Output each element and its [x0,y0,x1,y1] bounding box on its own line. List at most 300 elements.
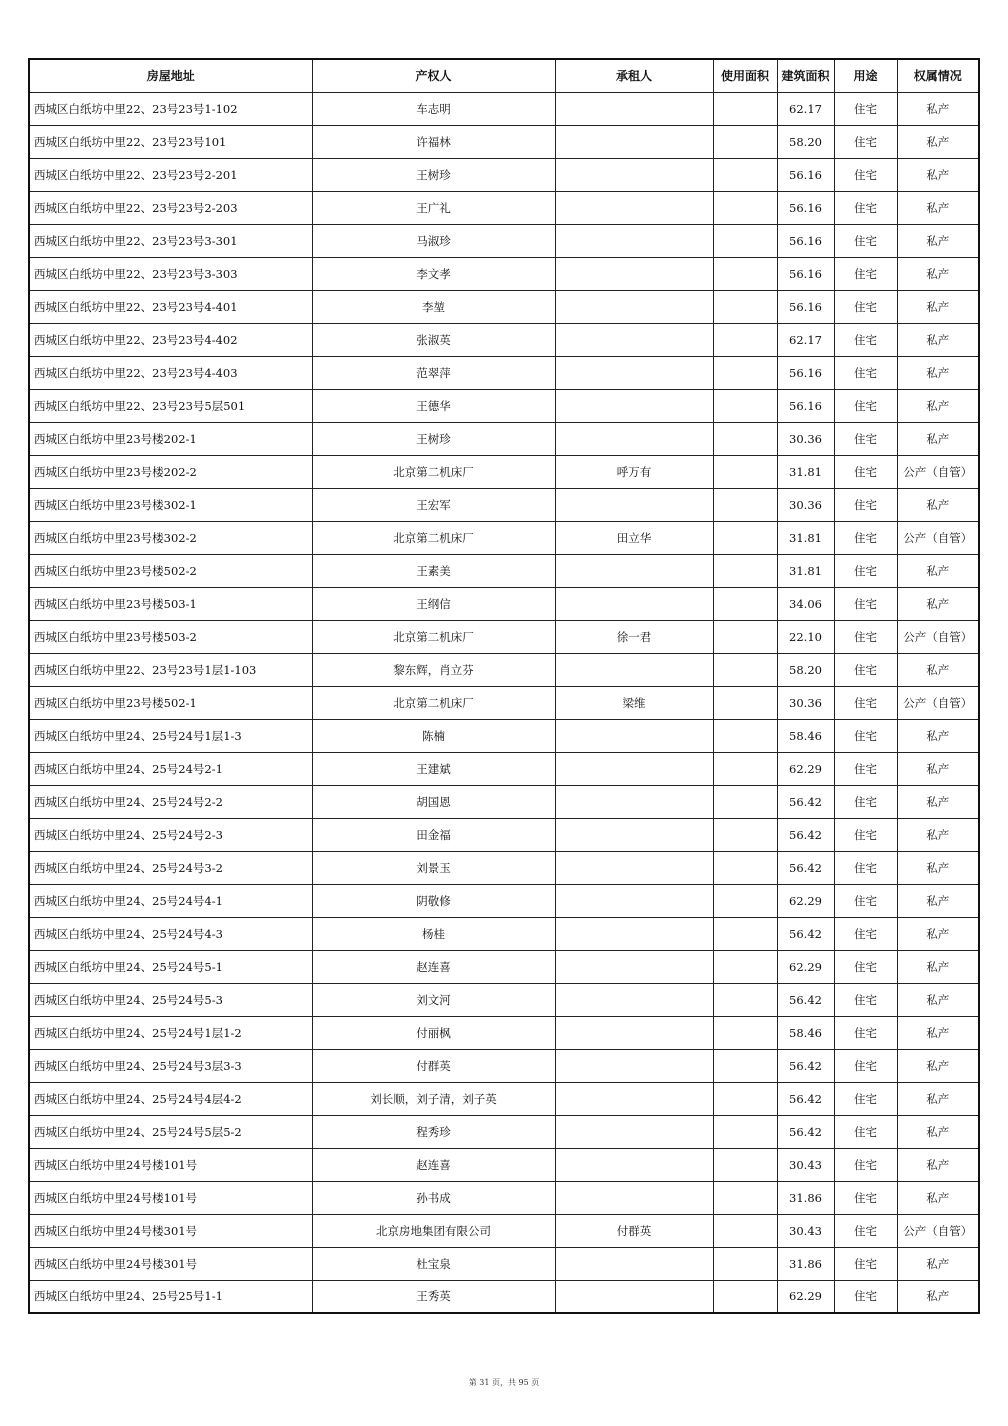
cell-usage: 住宅 [834,323,897,356]
cell-address: 西城区白纸坊中里22、23号23号1层1-103 [29,653,312,686]
cell-ownership: 私产 [897,125,979,158]
cell-ownership: 私产 [897,917,979,950]
cell-usage: 住宅 [834,1181,897,1214]
table-row [29,488,979,521]
cell-ownership: 私产 [897,422,979,455]
cell-address: 西城区白纸坊中里23号楼503-1 [29,587,312,620]
cell-usage: 住宅 [834,1016,897,1049]
cell-owner: 刘文河 [312,983,555,1016]
cell-address: 西城区白纸坊中里24、25号24号1层1-2 [29,1016,312,1049]
cell-address: 西城区白纸坊中里24、25号24号3-2 [29,851,312,884]
cell-building-area: 31.81 [777,554,834,587]
cell-ownership: 私产 [897,719,979,752]
cell-address: 西城区白纸坊中里23号楼202-2 [29,455,312,488]
table-row [29,587,979,620]
cell-usage: 住宅 [834,719,897,752]
cell-address: 西城区白纸坊中里22、23号23号3-303 [29,257,312,290]
cell-tenant: 梁维 [555,686,713,719]
cell-ownership: 私产 [897,1280,979,1313]
cell-ownership: 私产 [897,1181,979,1214]
table-row [29,851,979,884]
cell-usable-area [713,125,777,158]
cell-owner: 胡国恩 [312,785,555,818]
table-row [29,653,979,686]
cell-usage: 住宅 [834,356,897,389]
cell-usable-area [713,752,777,785]
cell-ownership: 私产 [897,1016,979,1049]
cell-usable-area [713,950,777,983]
table-row [29,191,979,224]
table-row [29,257,979,290]
cell-owner: 田金福 [312,818,555,851]
cell-ownership: 私产 [897,587,979,620]
cell-tenant [555,1148,713,1181]
cell-tenant [555,158,713,191]
cell-ownership: 公产（自管） [897,455,979,488]
cell-ownership: 私产 [897,1148,979,1181]
table-row [29,752,979,785]
cell-owner: 赵连喜 [312,1148,555,1181]
header-usable-area: 使用面积 [713,59,777,92]
cell-building-area: 62.17 [777,92,834,125]
table-row [29,554,979,587]
cell-usable-area [713,1115,777,1148]
cell-building-area: 31.81 [777,455,834,488]
cell-building-area: 56.16 [777,389,834,422]
cell-ownership: 私产 [897,323,979,356]
cell-usable-area [713,389,777,422]
cell-usable-area [713,158,777,191]
cell-tenant [555,917,713,950]
cell-usage: 住宅 [834,1115,897,1148]
cell-owner: 杜宝泉 [312,1247,555,1280]
cell-ownership: 私产 [897,752,979,785]
cell-address: 西城区白纸坊中里24、25号24号4-1 [29,884,312,917]
cell-tenant [555,851,713,884]
cell-address: 西城区白纸坊中里23号楼202-1 [29,422,312,455]
cell-usage: 住宅 [834,950,897,983]
table-row [29,389,979,422]
cell-address: 西城区白纸坊中里22、23号23号4-401 [29,290,312,323]
cell-building-area: 56.16 [777,257,834,290]
cell-owner: 付群英 [312,1049,555,1082]
cell-usage: 住宅 [834,1247,897,1280]
cell-usable-area [713,1247,777,1280]
cell-owner: 北京第二机床厂 [312,455,555,488]
cell-address: 西城区白纸坊中里22、23号23号3-301 [29,224,312,257]
cell-usage: 住宅 [834,224,897,257]
cell-tenant [555,587,713,620]
cell-usage: 住宅 [834,290,897,323]
table-row [29,1082,979,1115]
cell-building-area: 56.42 [777,851,834,884]
cell-building-area: 58.20 [777,125,834,158]
cell-usable-area [713,554,777,587]
cell-usage: 住宅 [834,1049,897,1082]
cell-ownership: 私产 [897,257,979,290]
cell-ownership: 私产 [897,1082,979,1115]
cell-ownership: 私产 [897,290,979,323]
cell-usage: 住宅 [834,422,897,455]
table-row [29,917,979,950]
cell-ownership: 私产 [897,92,979,125]
cell-ownership: 公产（自管） [897,1214,979,1247]
cell-building-area: 62.29 [777,1280,834,1313]
table-row [29,950,979,983]
cell-usable-area [713,1148,777,1181]
cell-tenant [555,356,713,389]
cell-tenant [555,323,713,356]
cell-owner: 王树珍 [312,422,555,455]
cell-address: 西城区白纸坊中里24、25号24号5-1 [29,950,312,983]
cell-owner: 赵连喜 [312,950,555,983]
cell-building-area: 62.29 [777,950,834,983]
cell-building-area: 58.46 [777,719,834,752]
cell-building-area: 30.43 [777,1214,834,1247]
cell-ownership: 公产（自管） [897,620,979,653]
cell-tenant [555,1247,713,1280]
header-usage: 用途 [834,59,897,92]
cell-ownership: 私产 [897,1049,979,1082]
cell-tenant [555,290,713,323]
cell-ownership: 私产 [897,785,979,818]
table-row [29,323,979,356]
cell-usable-area [713,1082,777,1115]
cell-usage: 住宅 [834,884,897,917]
cell-building-area: 58.46 [777,1016,834,1049]
table-row [29,1016,979,1049]
cell-usable-area [713,224,777,257]
cell-address: 西城区白纸坊中里22、23号23号4-402 [29,323,312,356]
cell-tenant [555,1049,713,1082]
cell-tenant [555,224,713,257]
cell-usage: 住宅 [834,851,897,884]
cell-ownership: 私产 [897,851,979,884]
table-row [29,1049,979,1082]
cell-owner: 马淑珍 [312,224,555,257]
table-row [29,1280,979,1313]
cell-usable-area [713,818,777,851]
cell-usable-area [713,257,777,290]
cell-tenant [555,389,713,422]
cell-ownership: 私产 [897,1247,979,1280]
cell-building-area: 31.86 [777,1181,834,1214]
cell-usage: 住宅 [834,1148,897,1181]
cell-usage: 住宅 [834,521,897,554]
cell-owner: 王树珍 [312,158,555,191]
cell-building-area: 62.29 [777,752,834,785]
cell-usable-area [713,1049,777,1082]
cell-usable-area [713,719,777,752]
cell-owner: 许福林 [312,125,555,158]
cell-address: 西城区白纸坊中里24号楼101号 [29,1148,312,1181]
cell-owner: 王建斌 [312,752,555,785]
table-row [29,1115,979,1148]
cell-building-area: 34.06 [777,587,834,620]
cell-tenant [555,1181,713,1214]
cell-tenant [555,653,713,686]
table-row [29,158,979,191]
cell-tenant [555,884,713,917]
cell-usage: 住宅 [834,983,897,1016]
cell-address: 西城区白纸坊中里24、25号24号3层3-3 [29,1049,312,1082]
cell-ownership: 私产 [897,158,979,191]
cell-owner: 北京房地集团有限公司 [312,1214,555,1247]
cell-building-area: 31.86 [777,1247,834,1280]
cell-owner: 王德华 [312,389,555,422]
page-footer: 第 31 页，共 95 页 [468,1378,540,1387]
table-row [29,818,979,851]
cell-address: 西城区白纸坊中里24、25号24号2-1 [29,752,312,785]
cell-building-area: 56.42 [777,1115,834,1148]
cell-building-area: 30.36 [777,422,834,455]
cell-usage: 住宅 [834,1280,897,1313]
cell-building-area: 30.43 [777,1148,834,1181]
cell-building-area: 62.17 [777,323,834,356]
cell-ownership: 私产 [897,653,979,686]
cell-usage: 住宅 [834,191,897,224]
cell-building-area: 56.16 [777,191,834,224]
cell-ownership: 私产 [897,389,979,422]
cell-usage: 住宅 [834,653,897,686]
cell-ownership: 私产 [897,983,979,1016]
cell-building-area: 56.42 [777,917,834,950]
cell-owner: 范翠萍 [312,356,555,389]
cell-owner: 杨桂 [312,917,555,950]
cell-address: 西城区白纸坊中里22、23号23号4-403 [29,356,312,389]
cell-owner: 阴敬修 [312,884,555,917]
cell-building-area: 56.42 [777,785,834,818]
cell-usable-area [713,851,777,884]
table-row [29,290,979,323]
cell-owner: 王素美 [312,554,555,587]
cell-ownership: 私产 [897,884,979,917]
cell-tenant [555,422,713,455]
cell-building-area: 62.29 [777,884,834,917]
table-row [29,719,979,752]
cell-owner: 北京第二机床厂 [312,521,555,554]
cell-tenant: 呼万有 [555,455,713,488]
cell-tenant [555,719,713,752]
header-address: 房屋地址 [29,59,312,92]
cell-usable-area [713,1280,777,1313]
cell-address: 西城区白纸坊中里23号楼302-1 [29,488,312,521]
cell-tenant [555,92,713,125]
cell-building-area: 56.42 [777,1082,834,1115]
table-row [29,224,979,257]
cell-address: 西城区白纸坊中里24、25号25号1-1 [29,1280,312,1313]
cell-ownership: 私产 [897,488,979,521]
cell-usage: 住宅 [834,92,897,125]
table-row [29,620,979,653]
cell-owner: 陈楠 [312,719,555,752]
cell-usable-area [713,356,777,389]
table-row [29,1181,979,1214]
cell-usable-area [713,983,777,1016]
header-building-area: 建筑面积 [777,59,834,92]
cell-usable-area [713,191,777,224]
cell-tenant [555,488,713,521]
cell-ownership: 公产（自管） [897,686,979,719]
cell-owner: 孙书成 [312,1181,555,1214]
cell-usage: 住宅 [834,620,897,653]
cell-address: 西城区白纸坊中里22、23号23号5层501 [29,389,312,422]
cell-building-area: 22.10 [777,620,834,653]
cell-owner: 付丽枫 [312,1016,555,1049]
table-row [29,125,979,158]
table-row [29,686,979,719]
cell-address: 西城区白纸坊中里24号楼301号 [29,1247,312,1280]
cell-tenant [555,125,713,158]
cell-address: 西城区白纸坊中里23号楼502-1 [29,686,312,719]
cell-address: 西城区白纸坊中里22、23号23号2-203 [29,191,312,224]
cell-tenant [555,1115,713,1148]
cell-ownership: 私产 [897,950,979,983]
header-ownership: 权属情况 [897,59,979,92]
cell-building-area: 56.16 [777,158,834,191]
cell-usable-area [713,785,777,818]
table-row [29,1148,979,1181]
cell-building-area: 31.81 [777,521,834,554]
cell-ownership: 公产（自管） [897,521,979,554]
table-row [29,422,979,455]
cell-owner: 李堃 [312,290,555,323]
cell-address: 西城区白纸坊中里24、25号24号2-2 [29,785,312,818]
cell-tenant: 田立华 [555,521,713,554]
cell-usage: 住宅 [834,818,897,851]
cell-usable-area [713,653,777,686]
cell-usage: 住宅 [834,554,897,587]
cell-building-area: 56.16 [777,290,834,323]
cell-ownership: 私产 [897,1115,979,1148]
table-row [29,356,979,389]
cell-building-area: 56.16 [777,224,834,257]
cell-owner: 王宏军 [312,488,555,521]
cell-address: 西城区白纸坊中里22、23号23号1-102 [29,92,312,125]
table-row [29,521,979,554]
cell-usage: 住宅 [834,1082,897,1115]
cell-usable-area [713,422,777,455]
cell-building-area: 56.16 [777,356,834,389]
cell-ownership: 私产 [897,818,979,851]
cell-address: 西城区白纸坊中里24、25号24号2-3 [29,818,312,851]
cell-address: 西城区白纸坊中里24、25号24号4层4-2 [29,1082,312,1115]
cell-usage: 住宅 [834,1214,897,1247]
cell-owner: 李文孝 [312,257,555,290]
cell-usable-area [713,1016,777,1049]
cell-owner: 王广礼 [312,191,555,224]
cell-usable-area [713,323,777,356]
cell-owner: 程秀珍 [312,1115,555,1148]
property-table [28,58,980,1314]
cell-address: 西城区白纸坊中里24、25号24号1层1-3 [29,719,312,752]
cell-ownership: 私产 [897,356,979,389]
cell-usage: 住宅 [834,488,897,521]
cell-tenant [555,1280,713,1313]
cell-tenant: 徐一君 [555,620,713,653]
cell-usable-area [713,488,777,521]
cell-tenant [555,1082,713,1115]
cell-tenant [555,1016,713,1049]
cell-building-area: 30.36 [777,488,834,521]
cell-owner: 王秀英 [312,1280,555,1313]
cell-usage: 住宅 [834,125,897,158]
table-row [29,884,979,917]
cell-usable-area [713,455,777,488]
cell-building-area: 56.42 [777,1049,834,1082]
cell-usage: 住宅 [834,686,897,719]
cell-address: 西城区白纸坊中里23号楼302-2 [29,521,312,554]
cell-tenant [555,950,713,983]
cell-owner: 刘景玉 [312,851,555,884]
cell-address: 西城区白纸坊中里24、25号24号4-3 [29,917,312,950]
cell-usable-area [713,884,777,917]
cell-owner: 北京第二机床厂 [312,620,555,653]
cell-usage: 住宅 [834,785,897,818]
cell-tenant [555,257,713,290]
cell-usage: 住宅 [834,455,897,488]
cell-tenant [555,818,713,851]
cell-building-area: 56.42 [777,818,834,851]
table-row [29,455,979,488]
cell-address: 西城区白纸坊中里24号楼301号 [29,1214,312,1247]
cell-building-area: 56.42 [777,983,834,1016]
cell-owner: 车志明 [312,92,555,125]
header-tenant: 承租人 [555,59,713,92]
cell-usable-area [713,587,777,620]
cell-usable-area [713,1181,777,1214]
cell-owner: 王纲信 [312,587,555,620]
cell-owner: 张淑英 [312,323,555,356]
cell-tenant [555,785,713,818]
cell-tenant [555,191,713,224]
cell-usable-area [713,620,777,653]
table-row [29,92,979,125]
cell-usable-area [713,290,777,323]
cell-usage: 住宅 [834,587,897,620]
cell-usage: 住宅 [834,257,897,290]
cell-tenant [555,752,713,785]
cell-address: 西城区白纸坊中里22、23号23号101 [29,125,312,158]
cell-usage: 住宅 [834,752,897,785]
cell-owner: 刘长顺，刘子清，刘子英 [312,1082,555,1115]
cell-ownership: 私产 [897,191,979,224]
cell-owner: 北京第二机床厂 [312,686,555,719]
table-row [29,785,979,818]
cell-usable-area [713,1214,777,1247]
cell-address: 西城区白纸坊中里23号楼503-2 [29,620,312,653]
cell-address: 西城区白纸坊中里24号楼101号 [29,1181,312,1214]
cell-usable-area [713,686,777,719]
cell-tenant [555,554,713,587]
cell-usable-area [713,917,777,950]
cell-tenant: 付群英 [555,1214,713,1247]
cell-address: 西城区白纸坊中里22、23号23号2-201 [29,158,312,191]
cell-owner: 黎东辉，肖立芬 [312,653,555,686]
cell-address: 西城区白纸坊中里24、25号24号5-3 [29,983,312,1016]
table-row [29,983,979,1016]
table-row [29,1247,979,1280]
header-row [29,59,979,92]
cell-usable-area [713,92,777,125]
cell-usage: 住宅 [834,158,897,191]
cell-tenant [555,983,713,1016]
header-owner: 产权人 [312,59,555,92]
cell-address: 西城区白纸坊中里24、25号24号5层5-2 [29,1115,312,1148]
cell-building-area: 30.36 [777,686,834,719]
table-row [29,1214,979,1247]
cell-address: 西城区白纸坊中里23号楼502-2 [29,554,312,587]
